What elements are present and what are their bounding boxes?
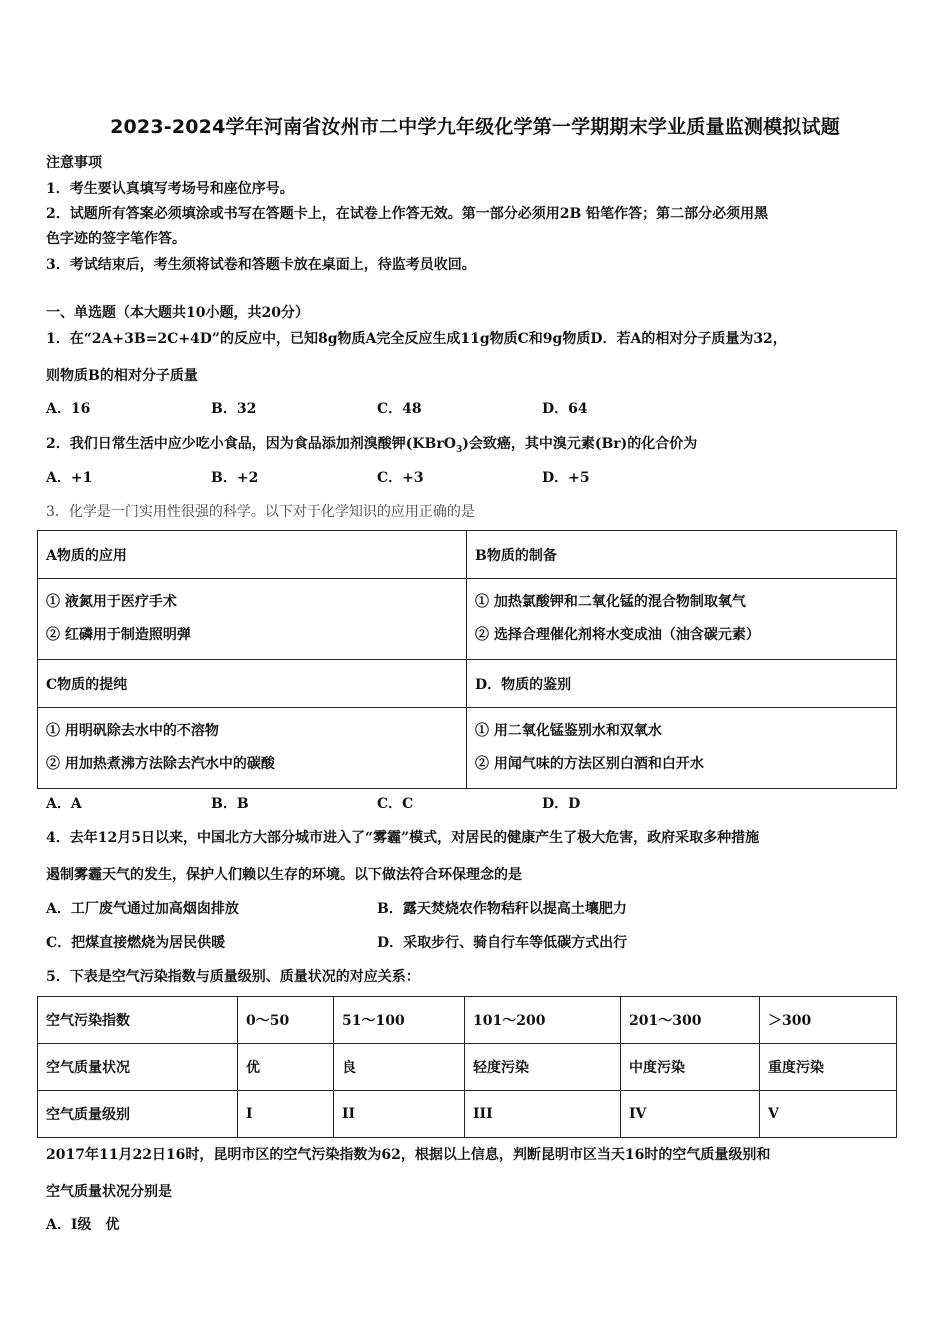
notice-item: 1．考生要认真填写考场号和座位序号。 bbox=[46, 181, 294, 197]
q5-cell: I bbox=[238, 1091, 334, 1138]
q4-option-c: C．把煤直接燃烧为居民供暖 bbox=[46, 935, 226, 951]
q2-subscript: 3 bbox=[455, 444, 463, 455]
question-5-line-1: 2017年11月22日16时，昆明市区的空气污染指数为62，根据以上信息，判断昆明市区当天16时的空气质量级别和 bbox=[46, 1147, 771, 1163]
q5-cell: 空气污染指数 bbox=[38, 997, 238, 1044]
q3-option-b: B．B bbox=[211, 796, 249, 812]
q3-cell-c-head: C物质的提纯 bbox=[38, 660, 467, 708]
q5-cell: 201～300 bbox=[621, 997, 760, 1044]
q4-option-d: D．采取步行、骑自行车等低碳方式出行 bbox=[377, 935, 628, 951]
q5-cell: 51～100 bbox=[334, 997, 465, 1044]
notice-item: 3．考试结束后，考生须将试卷和答题卡放在桌面上，待监考员收回。 bbox=[46, 257, 476, 273]
q2-text-after: )会致癌，其中溴元素(Br)的化合价为 bbox=[462, 436, 698, 452]
q3-item: ② 用闻气味的方法区别白酒和白开水 bbox=[475, 756, 704, 772]
q4-option-b: B．露天焚烧农作物秸秆以提高土壤肥力 bbox=[377, 901, 627, 917]
q1-option-d: D．64 bbox=[542, 401, 588, 417]
q4-option-a: A．工厂废气通过加高烟囱排放 bbox=[46, 901, 239, 917]
q2-option-c: C．+3 bbox=[377, 470, 424, 486]
q2-option-d: D．+5 bbox=[542, 470, 590, 486]
q2-option-a: A．+1 bbox=[46, 470, 93, 486]
q1-option-b: B．32 bbox=[211, 401, 257, 417]
q3-cell-d-head: D．物质的鉴别 bbox=[467, 660, 897, 708]
q1-option-c: C．48 bbox=[377, 401, 422, 417]
q5-cell: 101～200 bbox=[465, 997, 621, 1044]
q3-option-a: A．A bbox=[46, 796, 82, 812]
question-1-line-1: 1．在“2A+3B=2C+4D”的反应中，已知8g物质A完全反应生成11g物质C和9g物质D．若A的相对分子质量为32， bbox=[46, 331, 787, 347]
q5-cell: 空气质量级别 bbox=[38, 1091, 238, 1138]
q3-cell-b-items bbox=[467, 579, 897, 660]
q5-option-a: A．I级 优 bbox=[46, 1217, 120, 1233]
q3-cell-d-items bbox=[467, 708, 897, 789]
q5-cell: 优 bbox=[238, 1044, 334, 1091]
page-title: 2023-2024学年河南省汝州市二中学九年级化学第一学期期末学业质量监测模拟试题 bbox=[110, 116, 840, 138]
q3-item: ① 用明矾除去水中的不溶物 bbox=[46, 723, 219, 739]
question-2 bbox=[46, 433, 697, 455]
notice-item: 色字迹的签字笔作答。 bbox=[46, 231, 186, 247]
q5-cell: III bbox=[465, 1091, 621, 1138]
q5-cell: 良 bbox=[334, 1044, 465, 1091]
q3-cell-b-head: B物质的制备 bbox=[467, 531, 897, 579]
q3-option-c: C．C bbox=[377, 796, 414, 812]
q5-cell: II bbox=[334, 1091, 465, 1138]
q2-text-before: 2．我们日常生活中应少吃小食品，因为食品添加剂溴酸钾(KBrO bbox=[46, 436, 456, 452]
q5-cell: V bbox=[760, 1091, 897, 1138]
notice-item: 2．试题所有答案必须填涂或书写在答题卡上，在试卷上作答无效。第一部分必须用2B 铅笔作答；第二部分必须用黑 bbox=[46, 206, 769, 222]
q5-cell: 轻度污染 bbox=[465, 1044, 621, 1091]
q5-table bbox=[37, 996, 897, 1138]
q3-item: ② 红磷用于制造照明弹 bbox=[46, 627, 191, 643]
q3-cell-a-head: A物质的应用 bbox=[38, 531, 467, 579]
q1-option-a: A．16 bbox=[46, 401, 91, 417]
question-1-line-2: 则物质B的相对分子质量 bbox=[46, 368, 198, 384]
q3-cell-c-items bbox=[38, 708, 467, 789]
q3-item: ① 用二氧化锰鉴别水和双氧水 bbox=[475, 723, 662, 739]
question-4-line-1: 4．去年12月5日以来，中国北方大部分城市进入了“雾霾”模式，对居民的健康产生了极大危害，政府采取多种措施 bbox=[46, 830, 760, 846]
q5-cell: IV bbox=[621, 1091, 760, 1138]
question-4-line-2: 遏制雾霾天气的发生，保护人们赖以生存的环境。以下做法符合环保理念的是 bbox=[46, 867, 522, 883]
q5-cell: 重度污染 bbox=[760, 1044, 897, 1091]
q5-cell: 中度污染 bbox=[621, 1044, 760, 1091]
question-5-line-2: 空气质量状况分别是 bbox=[46, 1184, 172, 1200]
section-heading: 一、单选题（本大题共10小题，共20分） bbox=[46, 305, 309, 321]
q5-cell: ＞300 bbox=[760, 997, 897, 1044]
q3-item: ② 用加热煮沸方法除去汽水中的碳酸 bbox=[46, 756, 275, 772]
q3-item: ① 液氮用于医疗手术 bbox=[46, 594, 177, 610]
q3-cell-a-items bbox=[38, 579, 467, 660]
question-3-stem: 3．化学是一门实用性很强的科学。以下对于化学知识的应用正确的是 bbox=[46, 504, 475, 520]
q5-cell: 空气质量状况 bbox=[38, 1044, 238, 1091]
question-5-stem: 5．下表是空气污染指数与质量级别、质量状况的对应关系： bbox=[46, 969, 420, 985]
q2-option-b: B．+2 bbox=[211, 470, 259, 486]
q3-item: ① 加热氯酸钾和二氧化锰的混合物制取氧气 bbox=[475, 594, 746, 610]
notice-heading: 注意事项 bbox=[46, 155, 102, 171]
q3-table bbox=[37, 530, 897, 789]
q3-item: ② 选择合理催化剂将水变成油（油含碳元素） bbox=[475, 627, 760, 643]
q3-option-d: D．D bbox=[542, 796, 581, 812]
q5-cell: 0～50 bbox=[238, 997, 334, 1044]
